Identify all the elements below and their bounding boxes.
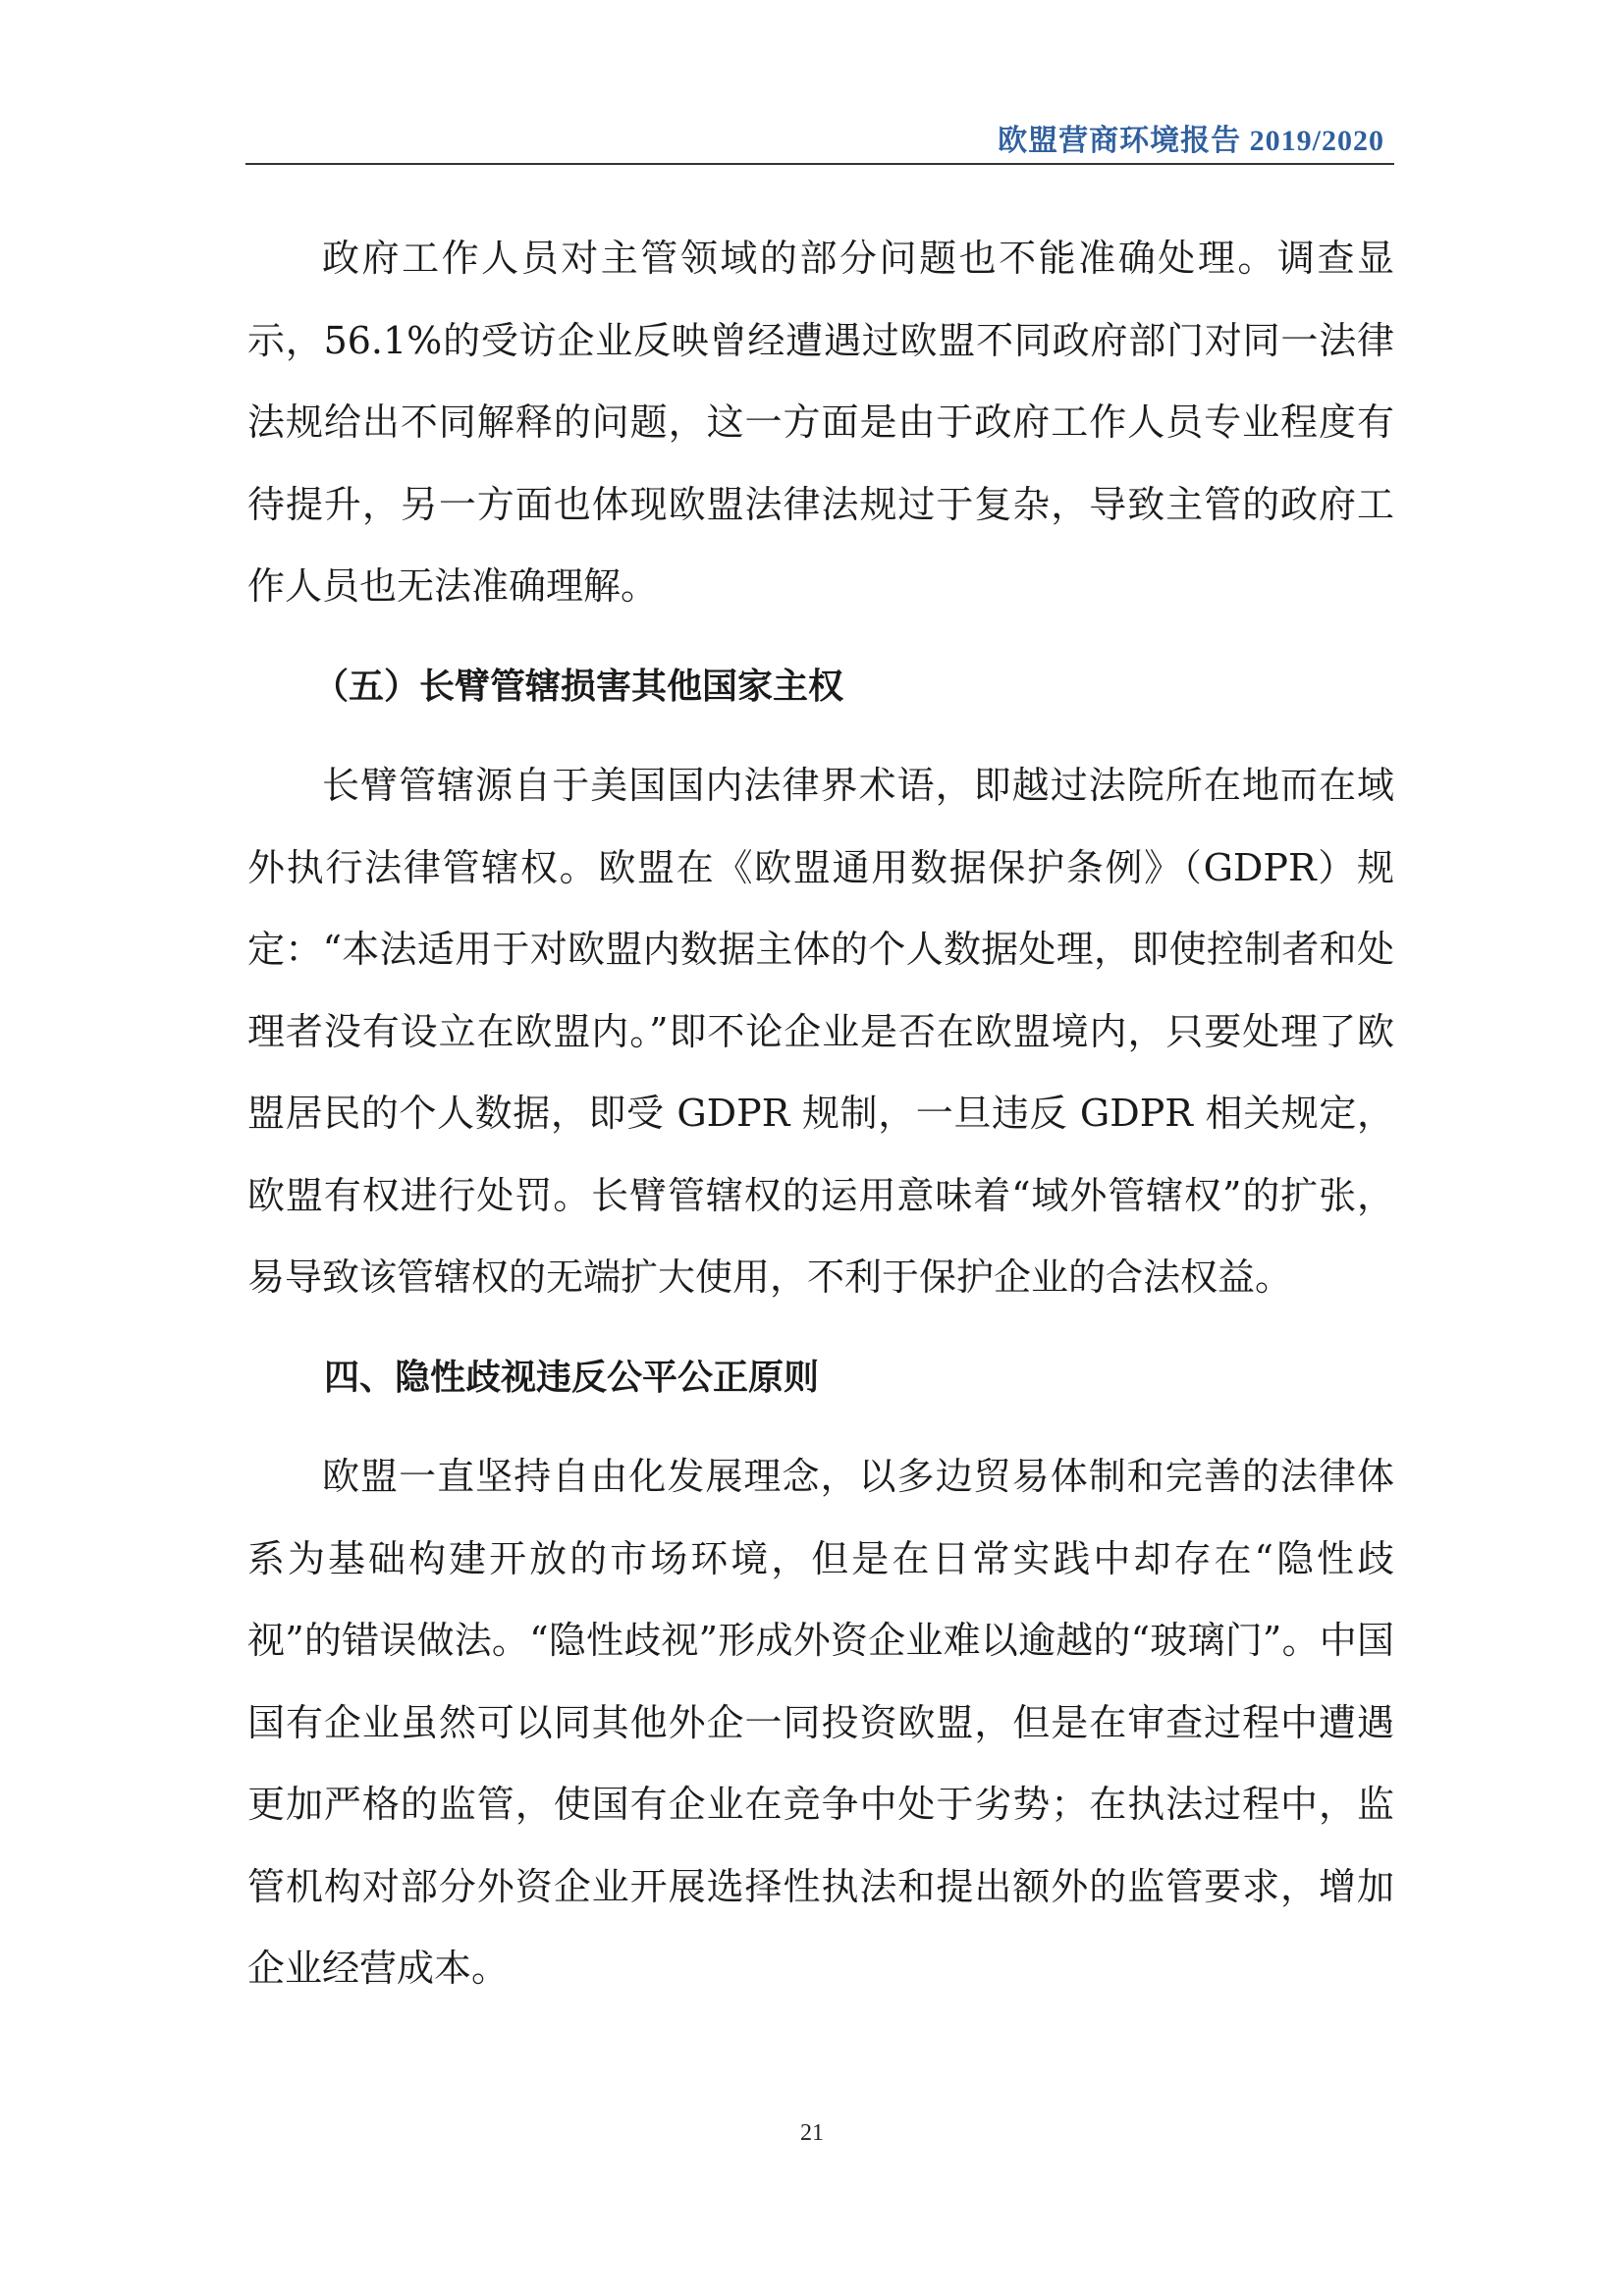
spacer [247,628,1394,646]
chapter-heading-4: 四、隐性歧视违反公平公正原则 [324,1357,820,1398]
spacer [247,727,1394,745]
spacer [247,1418,1394,1436]
page-body [247,218,1394,2010]
spacer [247,1319,1394,1337]
header-divider [245,163,1394,165]
body-paragraph-3: 欧盟一直坚持自由化发展理念，以多边贸易体制和完善的法律体系为基础构建开放的市场环境，但是在日常实践中却存在“隐性歧视”的错误做法。“隐性歧视”形成外资企业难以逾越的“玻璃门”。中国国有企业虽然可以同其他外企一同投资欧盟，但是在审查过程中遭遇更加严格的监管，使国有企业在竞争中处于劣势；在执法过程中，监管机构对部分外资企业开展选择性执法和提出额外的监管要求，增加企业经营成本。 [247,1455,1394,1990]
section-heading-5: （五）长臂管辖损害其他国家主权 [313,666,844,707]
running-header-title: 欧盟营商环境报告 2019/2020 [998,125,1384,157]
page-number: 21 [800,2120,824,2146]
body-paragraph-1: 政府工作人员对主管领域的部分问题也不能准确处理。调查显示，56.1%的受访企业反映曾经遭遇过欧盟不同政府部门对同一法律法规给出不同解释的问题，这一方面是由于政府工作人员专业程度有待提升，另一方面也体现欧盟法律法规过于复杂，导致主管的政府工作人员也无法准确理解。 [247,237,1394,608]
body-paragraph-2: 长臂管辖源自于美国国内法律界术语，即越过法院所在地而在域外执行法律管辖权。欧盟在《欧盟通用数据保护条例》（GDPR）规定：“本法适用于对欧盟内数据主体的个人数据处理，即使控制者和处理者没有设立在欧盟内。”即不论企业是否在欧盟境内，只要处理了欧盟居民的个人数据，即受 GDPR 规制，一旦违反 GDPR 相关规定，欧盟有权进行处罚。长臂管辖权的运用意味着“域外管辖权”的扩张，易导致该管辖权的无端扩大使用，不利于保护企业的合法权益。 [247,764,1394,1299]
